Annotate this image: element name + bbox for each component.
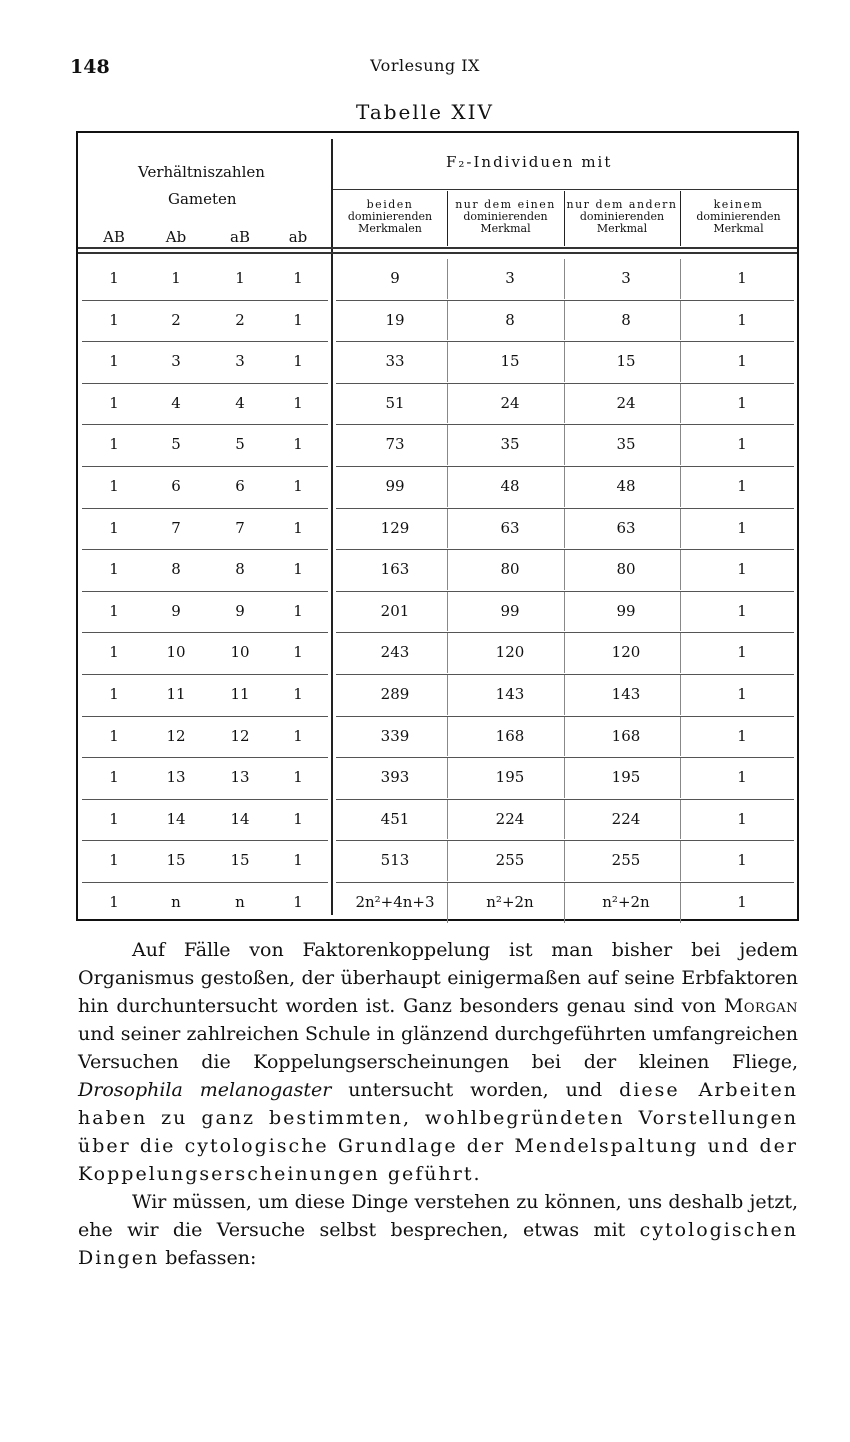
table-cell: 1 xyxy=(109,352,119,371)
table-cell: 289 xyxy=(380,685,410,703)
row-rule xyxy=(336,632,794,633)
p2-text-b: befassen: xyxy=(159,1247,257,1269)
f2-col-header xyxy=(447,199,564,235)
table-cell: 3 xyxy=(235,352,245,371)
f2-col-header xyxy=(564,199,680,235)
f2-col-divider xyxy=(564,841,565,881)
row-rule xyxy=(336,549,794,550)
f2-col-header-line: Merkmal xyxy=(713,222,764,235)
f2-col-divider xyxy=(447,883,448,923)
f2-col-divider xyxy=(447,509,448,549)
f2-col-divider xyxy=(564,592,565,632)
row-rule xyxy=(82,341,328,342)
f2-col-divider xyxy=(564,259,565,299)
table-cell: 48 xyxy=(500,477,520,495)
f2-col-divider xyxy=(680,384,681,424)
author-name: Morgan xyxy=(723,995,798,1017)
table-cell: 19 xyxy=(385,310,405,329)
table-cell: 1 xyxy=(737,435,747,454)
table-cell: 6 xyxy=(235,477,245,495)
table-cell: 168 xyxy=(495,726,525,745)
table-cell: 1 xyxy=(293,269,303,287)
table-cell: 1 xyxy=(737,518,747,537)
f2-col-divider xyxy=(447,592,448,632)
row-rule xyxy=(336,799,794,800)
table-cell: 11 xyxy=(230,685,250,703)
p1-text-c: untersucht worden, und xyxy=(331,1079,620,1101)
data-table xyxy=(76,131,799,921)
table-cell: 12 xyxy=(230,726,250,745)
row-rule xyxy=(82,300,328,301)
f2-col-divider xyxy=(447,675,448,715)
f2-col-divider xyxy=(447,841,448,881)
f2-col-divider xyxy=(447,384,448,424)
table-cell: 143 xyxy=(495,685,525,703)
header-rule xyxy=(78,247,797,249)
row-rule xyxy=(336,466,794,467)
table-cell: 1 xyxy=(109,768,119,787)
table-cell: 1 xyxy=(109,851,119,870)
f2-col-divider xyxy=(447,633,448,673)
table-cell: 1 xyxy=(293,393,303,412)
table-cell: 99 xyxy=(500,601,520,620)
table-cell: 4 xyxy=(235,393,245,412)
table-cell: 1 xyxy=(109,809,119,828)
f2-col-divider xyxy=(447,342,448,382)
row-rule xyxy=(336,591,794,592)
gamete-col-header: AB xyxy=(103,228,125,246)
table-cell: 3 xyxy=(505,269,515,287)
species-name: Drosophila melanogaster xyxy=(78,1079,332,1101)
table-cell: 1 xyxy=(293,685,303,703)
table-cell: 8 xyxy=(171,560,181,579)
table-cell: 1 xyxy=(293,893,303,911)
row-rule xyxy=(336,383,794,384)
table-divider xyxy=(331,139,333,915)
f2-col-header-line: nur dem andern xyxy=(566,198,678,211)
row-rule xyxy=(82,716,328,717)
table-cell: 4 xyxy=(171,393,181,412)
gamete-col-header: Ab xyxy=(165,228,187,246)
paragraph-2 xyxy=(78,1188,798,1272)
f2-col-divider xyxy=(564,883,565,923)
table-cell: 63 xyxy=(500,518,520,537)
right-header: F₂-Individuen mit xyxy=(446,153,613,171)
f2-col-header xyxy=(680,199,797,235)
f2-subheader-rule xyxy=(333,189,797,190)
row-rule xyxy=(82,508,328,509)
f2-col-header-line: beiden xyxy=(366,198,414,211)
table-cell: 1 xyxy=(737,851,747,870)
table-cell: 339 xyxy=(380,726,410,745)
row-rule xyxy=(336,424,794,425)
table-cell: 2n²+4n+3 xyxy=(355,893,435,911)
table-cell: 14 xyxy=(166,809,186,828)
f2-col-divider xyxy=(680,592,681,632)
f2-col-divider xyxy=(564,800,565,840)
table-cell: 1 xyxy=(293,851,303,870)
table-cell: 243 xyxy=(380,643,410,662)
p2-spaced-text: cytologischen Dingen xyxy=(78,1219,798,1269)
gamete-col-header: aB xyxy=(230,228,250,246)
f2-col-divider xyxy=(447,717,448,757)
table-cell: 10 xyxy=(230,643,250,662)
row-rule xyxy=(336,341,794,342)
table-cell: 129 xyxy=(380,518,410,537)
f2-col-divider xyxy=(564,425,565,465)
row-rule xyxy=(82,674,328,675)
table-cell: 1 xyxy=(737,643,747,662)
row-rule xyxy=(82,591,328,592)
header-rule-2 xyxy=(78,252,797,254)
table-cell: 1 xyxy=(109,435,119,454)
table-cell: 1 xyxy=(293,768,303,787)
f2-col-header-line: Merkmalen xyxy=(358,222,422,235)
page-number: 148 xyxy=(70,56,110,78)
table-cell: 11 xyxy=(166,685,186,703)
table-cell: n²+2n xyxy=(486,893,534,911)
f2-col-divider xyxy=(680,675,681,715)
row-rule xyxy=(82,840,328,841)
table-cell: 80 xyxy=(616,560,636,579)
table-cell: 1 xyxy=(737,726,747,745)
table-cell: 2 xyxy=(235,310,245,329)
table-cell: 3 xyxy=(621,269,631,287)
table-cell: 195 xyxy=(495,768,525,787)
f2-col-divider xyxy=(564,758,565,798)
f2-col-divider xyxy=(680,841,681,881)
row-rule xyxy=(82,757,328,758)
row-rule xyxy=(82,424,328,425)
f2-col-header xyxy=(333,199,447,235)
table-cell: 1 xyxy=(235,269,245,287)
table-cell: 1 xyxy=(293,435,303,454)
table-cell: 1 xyxy=(737,685,747,703)
table-cell: 1 xyxy=(293,601,303,620)
table-cell: 51 xyxy=(385,393,405,412)
table-cell: 15 xyxy=(500,352,520,371)
f2-col-header-line: dominierenden xyxy=(463,210,548,223)
f2-col-divider xyxy=(564,384,565,424)
table-cell: 1 xyxy=(109,601,119,620)
table-cell: 513 xyxy=(380,851,410,870)
f2-col-divider xyxy=(564,509,565,549)
table-cell: 1 xyxy=(293,726,303,745)
p1-text-a: Auf Fälle von Faktorenkoppelung ist man bisher bei jedem Organismus gestoßen, der überhaupt einigermaßen auf seine Erbfaktoren hin durchuntersucht worden ist. Ganz besonders genau sind von xyxy=(78,939,798,1017)
p2-text-a: Wir müssen, um diese Dinge verstehen zu können, uns deshalb jetzt, ehe wir die Versuche selbst besprechen, etwas mit xyxy=(78,1191,798,1241)
f2-col-header-line: Merkmal xyxy=(480,222,531,235)
table-cell: 1 xyxy=(109,477,119,495)
paragraph-1 xyxy=(78,936,798,1188)
table-cell: 201 xyxy=(380,601,410,620)
row-rule xyxy=(82,383,328,384)
table-cell: 451 xyxy=(380,809,410,828)
table-cell: 1 xyxy=(109,518,119,537)
f2-col-divider xyxy=(564,467,565,507)
table-cell: 1 xyxy=(109,893,119,911)
row-rule xyxy=(336,674,794,675)
table-cell: 1 xyxy=(109,393,119,412)
table-cell: 35 xyxy=(616,435,636,454)
f2-col-header-line: dominierenden xyxy=(347,210,433,223)
table-cell: 1 xyxy=(293,809,303,828)
f2-col-divider xyxy=(447,301,448,341)
table-title: Tabelle XIV xyxy=(356,100,494,124)
left-subheader: Gameten xyxy=(168,190,237,208)
f2-col-divider xyxy=(680,425,681,465)
row-rule xyxy=(336,300,794,301)
table-cell: 10 xyxy=(166,643,186,662)
table-cell: 1 xyxy=(109,310,119,329)
f2-col-divider xyxy=(680,342,681,382)
f2-col-divider xyxy=(680,800,681,840)
table-cell: 12 xyxy=(166,726,186,745)
table-cell: 2 xyxy=(171,310,181,329)
table-cell: 9 xyxy=(171,601,181,620)
table-cell: 48 xyxy=(616,477,636,495)
f2-col-divider xyxy=(680,259,681,299)
f2-col-header-line: nur dem einen xyxy=(455,198,556,211)
table-cell: 224 xyxy=(611,809,641,828)
row-rule xyxy=(336,716,794,717)
table-cell: 3 xyxy=(171,352,181,371)
table-cell: 1 xyxy=(737,893,747,911)
table-cell: 1 xyxy=(737,269,747,287)
f2-col-header-line: keinem xyxy=(713,198,764,211)
table-cell: 5 xyxy=(171,435,181,454)
row-rule xyxy=(82,799,328,800)
f2-col-divider xyxy=(680,758,681,798)
table-cell: 255 xyxy=(495,851,525,870)
f2-col-divider xyxy=(680,301,681,341)
table-cell: 9 xyxy=(235,601,245,620)
row-rule xyxy=(336,508,794,509)
f2-col-header-line: Merkmal xyxy=(596,222,648,235)
table-cell: 80 xyxy=(500,560,520,579)
table-cell: 1 xyxy=(293,518,303,537)
table-cell: 8 xyxy=(505,310,515,329)
f2-col-divider xyxy=(680,467,681,507)
f2-col-divider xyxy=(564,633,565,673)
f2-col-divider xyxy=(680,883,681,923)
table-cell: 1 xyxy=(737,809,747,828)
table-cell: 1 xyxy=(737,601,747,620)
table-cell: 1 xyxy=(171,269,181,287)
table-cell: 163 xyxy=(380,560,410,579)
table-cell: 73 xyxy=(385,435,405,454)
f2-col-header-line: dominierenden xyxy=(696,210,781,223)
table-cell: 1 xyxy=(737,477,747,495)
table-cell: 35 xyxy=(500,435,520,454)
f2-col-divider xyxy=(564,301,565,341)
body-text xyxy=(78,936,798,1272)
table-cell: 7 xyxy=(235,518,245,537)
table-cell: 168 xyxy=(611,726,641,745)
f2-col-divider xyxy=(564,675,565,715)
f2-col-divider xyxy=(447,800,448,840)
table-cell: 1 xyxy=(293,560,303,579)
f2-col-divider xyxy=(680,509,681,549)
table-cell: 8 xyxy=(235,560,245,579)
table-cell: n xyxy=(235,893,245,911)
table-cell: 24 xyxy=(500,393,520,412)
row-rule xyxy=(82,632,328,633)
table-cell: 13 xyxy=(230,768,250,787)
table-cell: 7 xyxy=(171,518,181,537)
f2-col-divider xyxy=(447,425,448,465)
table-cell: 120 xyxy=(611,643,641,662)
table-cell: 1 xyxy=(737,560,747,579)
row-rule xyxy=(82,549,328,550)
table-cell: 13 xyxy=(166,768,186,787)
f2-col-divider xyxy=(680,633,681,673)
table-cell: 6 xyxy=(171,477,181,495)
f2-col-divider xyxy=(447,550,448,590)
row-rule xyxy=(82,882,328,883)
row-rule xyxy=(336,882,794,883)
row-rule xyxy=(82,466,328,467)
f2-col-divider xyxy=(564,550,565,590)
table-cell: 15 xyxy=(616,352,636,371)
table-cell: 255 xyxy=(611,851,641,870)
table-cell: 1 xyxy=(737,768,747,787)
table-cell: 33 xyxy=(385,352,405,371)
table-cell: 9 xyxy=(390,269,400,287)
table-cell: 1 xyxy=(293,477,303,495)
running-head: Vorlesung IX xyxy=(370,56,480,75)
table-cell: 1 xyxy=(109,643,119,662)
f2-col-divider xyxy=(447,467,448,507)
table-cell: 14 xyxy=(230,809,250,828)
f2-col-divider xyxy=(680,550,681,590)
table-cell: 1 xyxy=(109,560,119,579)
p1-text-b: und seiner zahlreichen Schule in glänzend durchgeführten umfangreichen Versuchen die Koppelungserscheinungen bei der kleinen Fliege, xyxy=(78,1023,798,1073)
f2-col-divider xyxy=(447,259,448,299)
table-cell: 1 xyxy=(737,393,747,412)
table-cell: 224 xyxy=(495,809,525,828)
table-cell: 1 xyxy=(737,310,747,329)
f2-col-divider xyxy=(564,342,565,382)
table-cell: 1 xyxy=(293,310,303,329)
table-cell: n xyxy=(171,893,181,911)
row-rule xyxy=(336,757,794,758)
table-cell: 393 xyxy=(380,768,410,787)
table-cell: 1 xyxy=(109,685,119,703)
p1-spaced-text: diese Arbeiten haben zu ganz bestimmten, wohlbegründeten Vorstellungen über die cytologische Grundlage der Mendelspaltung und der Koppelungserscheinungen geführt. xyxy=(78,1079,799,1185)
table-cell: 8 xyxy=(621,310,631,329)
table-cell: 1 xyxy=(293,352,303,371)
table-cell: 1 xyxy=(293,643,303,662)
table-cell: 1 xyxy=(109,726,119,745)
left-header: Verhältniszahlen xyxy=(138,163,265,181)
f2-col-divider xyxy=(447,758,448,798)
table-cell: 195 xyxy=(611,768,641,787)
f2-col-header-line: dominierenden xyxy=(579,210,665,223)
table-cell: 143 xyxy=(611,685,641,703)
table-cell: 99 xyxy=(616,601,636,620)
table-cell: 99 xyxy=(385,477,405,495)
table-cell: 1 xyxy=(109,269,119,287)
table-cell: 120 xyxy=(495,643,525,662)
table-cell: 5 xyxy=(235,435,245,454)
table-cell: 15 xyxy=(230,851,250,870)
table-cell: 15 xyxy=(166,851,186,870)
table-cell: 24 xyxy=(616,393,636,412)
f2-col-divider xyxy=(564,717,565,757)
gamete-col-header: ab xyxy=(288,228,308,246)
table-cell: 1 xyxy=(737,352,747,371)
row-rule xyxy=(336,840,794,841)
table-cell: 63 xyxy=(616,518,636,537)
f2-col-divider xyxy=(680,717,681,757)
table-cell: n²+2n xyxy=(602,893,650,911)
